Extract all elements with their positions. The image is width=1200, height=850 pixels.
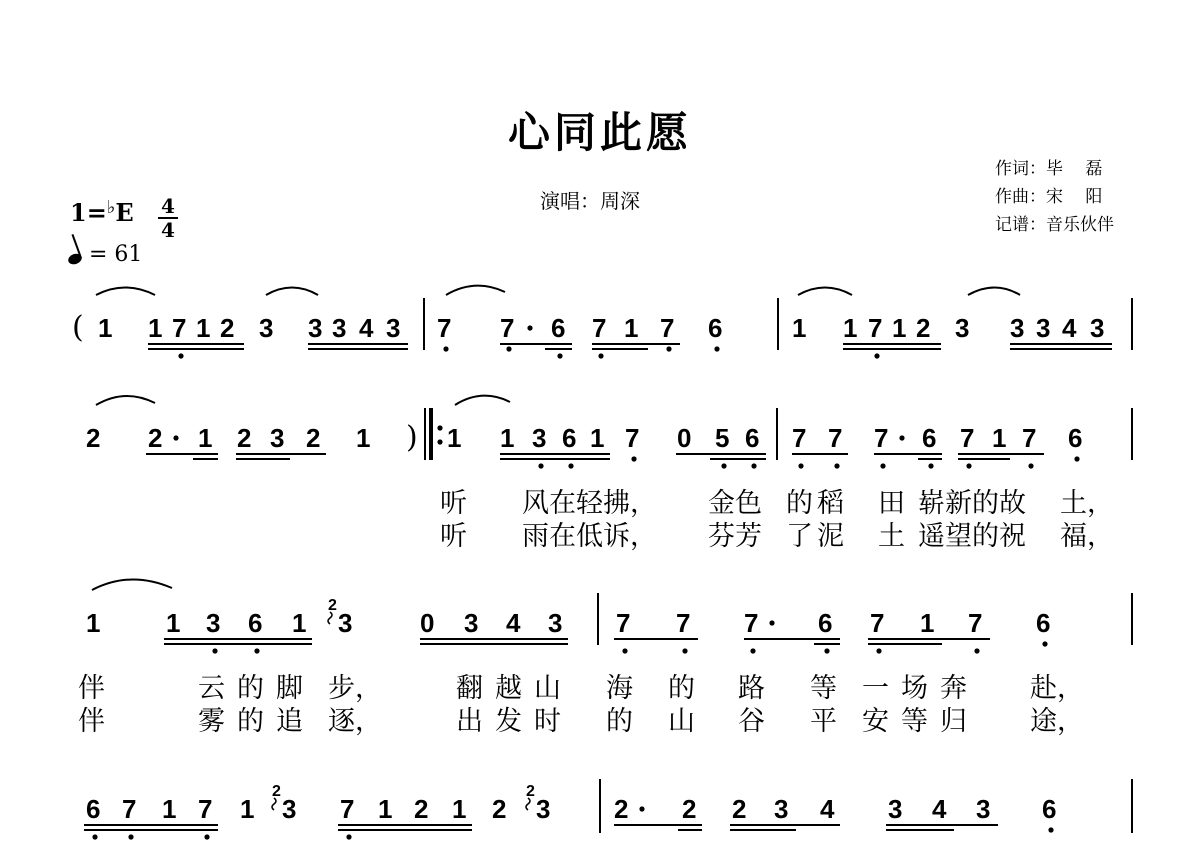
low-dot [876,648,881,653]
repeat-dot [437,425,442,430]
composer-credit: 作曲：宋 阳 [995,187,1103,207]
grace-note: 2 [272,783,281,800]
lyric-word: 出发时 [456,706,573,737]
low-dot [966,463,971,468]
tempo-value: = 61 [89,242,143,267]
note: 1 [843,313,858,343]
lyrics-line3-verse2 [78,706,1084,737]
note: 7 [868,313,883,343]
lyrics-line2-verse1 [440,488,1114,519]
time-sig-top: 4 [161,194,175,218]
note: 7 [968,608,983,638]
note: 6 [708,313,723,343]
low-dot [178,353,183,358]
note: 2 [614,794,629,824]
lyric-word: 田 [878,488,905,519]
lyric-word: 等 [810,673,837,704]
note: 1 [452,794,467,824]
low-dot [874,353,879,358]
flat-sign: ♭ [106,197,116,218]
lyric-word: 伴 [78,673,105,704]
note: 1 [198,423,213,453]
note: 2 [732,794,747,824]
low-dot [1028,463,1033,468]
note: 2 [306,423,321,453]
note: 2 [237,423,252,453]
note: 3 [259,313,274,343]
lyric-word: 的 [668,673,695,704]
slur [96,288,155,296]
grace-note: 2 [526,783,535,800]
note: 6 [551,313,566,343]
note: 6 [562,423,577,453]
note: 1 [500,423,515,453]
lyric-word: 听 [440,521,467,552]
note: 3 [338,608,353,638]
note: 6 [1036,608,1051,638]
aug-dot [769,620,774,625]
low-dot [751,463,756,468]
low-dot [346,834,351,839]
note: 3 [955,313,970,343]
underlines [148,344,408,349]
note: 3 [282,794,297,824]
lyric-word: 雨在低诉， [522,521,657,552]
note: 6 [818,608,833,638]
note: 7 [592,313,607,343]
lyric-word: 的稻 [786,488,848,519]
note: 0 [420,608,435,638]
slur [96,396,155,405]
aug-dot [899,435,904,440]
slur [455,396,510,405]
note: 1 [292,608,307,638]
note: 7 [960,423,975,453]
note: 2 [86,423,101,453]
slur [798,288,852,296]
underlines [500,344,680,349]
note: 1 [240,794,255,824]
note: 7 [122,794,137,824]
low-dot [506,346,511,351]
lyric-word: 崭新的故 [918,488,1026,519]
low-dot [880,463,885,468]
note: 7 [625,423,640,453]
note: 7 [198,794,213,824]
low-dot [622,648,627,653]
note: 3 [888,794,903,824]
low-dot [568,463,573,468]
note: 0 [677,423,692,453]
note: 7 [172,313,187,343]
lyric-word: 逐， [328,706,382,737]
note: 3 [976,794,991,824]
note: 3 [206,608,221,638]
underlines [614,825,998,830]
note: 3 [1010,313,1025,343]
lyric-word: 了泥 [786,521,848,552]
note: 7 [500,313,515,343]
lyric-word: 平 [810,706,837,737]
note: 3 [1036,313,1051,343]
low-dot [204,834,209,839]
note: 6 [86,794,101,824]
lyric-word: 翻越山 [456,673,573,704]
underlines [84,825,472,830]
grace-note: 2 [328,597,337,614]
lyric-word: 听 [440,488,467,519]
repeat-dot [437,439,442,444]
note: 1 [624,313,639,343]
note: 6 [248,608,263,638]
note: 3 [270,423,285,453]
low-dot [92,834,97,839]
lyric-word: 芬芳 [708,521,762,552]
lyric-word: 土， [1060,488,1114,519]
note: 3 [386,313,401,343]
low-dot [557,353,562,358]
note: 3 [536,794,551,824]
low-dot [666,346,671,351]
note: 1 [792,313,807,343]
note: 3 [332,313,347,343]
low-dot [682,648,687,653]
note: 2 [414,794,429,824]
low-dot [598,353,603,358]
key-equals: = [86,198,107,227]
underlines [164,639,568,644]
note: 1 [892,313,907,343]
note: 2 [682,794,697,824]
note: 1 [148,313,163,343]
note: 3 [774,794,789,824]
low-dot [538,463,543,468]
key-letter: E [115,198,134,227]
lyric-word: 路 [738,673,765,704]
slur [92,579,172,590]
lyric-word: 谷 [738,706,765,737]
low-dot [750,648,755,653]
lyric-word: 伴 [78,706,105,737]
low-dot [1074,456,1079,461]
low-dot [443,346,448,351]
low-dot [721,463,726,468]
notation-credit: 记谱：音乐伙伴 [995,215,1114,235]
low-dot [1042,641,1047,646]
note: 1 [196,313,211,343]
note: 4 [506,608,521,638]
underlines [146,454,326,459]
key-tonic: 1 [70,198,87,227]
low-dot [834,463,839,468]
lyric-word: 途， [1030,706,1084,737]
lyric-word: 赴， [1030,673,1084,704]
aug-dot [173,435,178,440]
note: 3 [1090,313,1105,343]
lyric-word: 的 [606,706,633,737]
note: 4 [820,794,835,824]
low-dot [631,456,636,461]
lyric-word: 风在轻拂， [522,488,657,519]
note: 7 [1022,423,1037,453]
low-dot [128,834,133,839]
paren-open: ( [72,310,84,345]
note: 6 [922,423,937,453]
note: 7 [874,423,889,453]
lyric-word: 云的脚 [198,673,315,704]
note: 7 [676,608,691,638]
paren-close: ) [406,420,418,455]
lyrics-line2-verse2 [440,521,1114,552]
lyric-word: 山 [668,706,695,737]
note: 3 [532,423,547,453]
low-dot [254,648,259,653]
lyric-word: 安等归 [862,706,979,737]
note: 3 [548,608,563,638]
note: 1 [86,608,101,638]
low-dot [928,463,933,468]
note: 1 [447,423,462,453]
underlines [843,344,1112,349]
lyric-word: 一场奔 [862,673,979,704]
note: 2 [492,794,507,824]
lyric-word: 海 [606,673,633,704]
note: 1 [98,313,113,343]
note: 1 [590,423,605,453]
note: 2 [148,423,163,453]
note: 1 [166,608,181,638]
low-dot [714,346,719,351]
note: 4 [359,313,374,343]
note: 4 [1062,313,1077,343]
note: 7 [437,313,452,343]
note: 3 [464,608,479,638]
low-dot [824,648,829,653]
note: 5 [715,423,730,453]
lyrics-line3-verse1 [78,673,1084,704]
low-dot [974,648,979,653]
note: 7 [744,608,759,638]
note: 2 [220,313,235,343]
low-dot [212,648,217,653]
slur [446,286,505,295]
underlines [792,454,1044,459]
lyric-word: 雾的追 [198,706,315,737]
note: 7 [616,608,631,638]
note: 7 [340,794,355,824]
lyric-word: 步， [328,673,382,704]
low-dot [1048,827,1053,832]
note: 6 [1068,423,1083,453]
note: 3 [308,313,323,343]
note: 7 [792,423,807,453]
note: 6 [1042,794,1057,824]
note: 1 [378,794,393,824]
time-sig-bottom: 4 [161,218,175,242]
note: 1 [162,794,177,824]
aug-dot [527,325,532,330]
singer-credit: 演唱：周深 [540,189,640,213]
lyric-word: 土 [878,521,905,552]
note: 7 [828,423,843,453]
note: 7 [660,313,675,343]
song-title: 心同此愿 [507,108,692,157]
underlines [614,639,990,644]
low-dot [798,463,803,468]
aug-dot [639,806,644,811]
note: 6 [745,423,760,453]
lyric-word: 福， [1060,521,1114,552]
note: 2 [916,313,931,343]
lyric-word: 金色 [708,488,762,519]
note: 1 [992,423,1007,453]
note: 7 [870,608,885,638]
lyric-word: 遥望的祝 [918,521,1026,552]
note: 4 [932,794,947,824]
slur [968,288,1020,296]
note: 1 [920,608,935,638]
slur [266,288,318,296]
lyricist-credit: 作词：毕 磊 [995,159,1103,179]
note: 1 [356,423,371,453]
